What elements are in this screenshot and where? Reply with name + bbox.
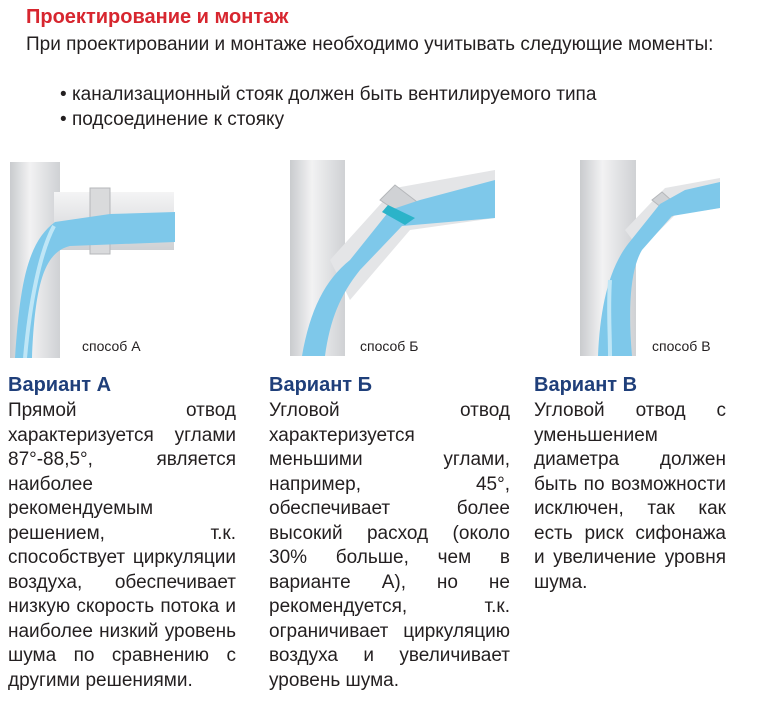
- variant-c: [534, 374, 726, 595]
- variant-c-heading: Вариант В: [534, 374, 638, 396]
- requirements-list: [60, 82, 596, 132]
- figure-caption: способ В: [652, 338, 711, 354]
- variant-b-text: Угловой отвод характеризуется меньшими углами, например, 45°, обеспечивает более высокий расход (около 30% больше, чем в варианте А), но не рекомендуется, т.к. ограничивает циркуляцию воздуха и увеличивает уровень шума.: [269, 400, 510, 691]
- pipe-reduced-branch-illustration: [580, 160, 730, 356]
- page-title: Проектирование и монтаж: [26, 6, 289, 28]
- variant-a-text: Прямой отвод характеризуется углами 87°-88,5°, является наиболее рекомендуемым решением, т.к. способствует циркуляции воздуха, обеспечивает низкую скорость потока и наиболее низкий уровень шума по сравнению с другими решениями.: [8, 400, 236, 691]
- figure-method-b: [290, 160, 505, 356]
- pipe-angled-branch-illustration: [290, 160, 505, 356]
- variant-b: [269, 374, 510, 693]
- variant-b-heading: Вариант Б: [269, 374, 373, 396]
- figure-caption: способ Б: [360, 338, 419, 354]
- figure-caption: способ А: [82, 338, 141, 354]
- variant-a: [8, 374, 236, 693]
- variant-c-text: Угловой отвод с уменьшением диаметра должен быть по возможности исключен, так как есть риск сифонажа и увеличение уровня шума.: [534, 400, 726, 593]
- pipe-straight-branch-illustration: [10, 162, 190, 358]
- figure-method-c: [580, 160, 730, 356]
- variant-a-heading: Вариант А: [8, 374, 112, 396]
- intro-text: При проектировании и монтаже необходимо учитывать следующие моменты:: [26, 34, 714, 55]
- figure-method-a: [10, 162, 190, 358]
- list-item: • канализационный стояк должен быть вентилируемого типа: [60, 82, 596, 107]
- list-item: • подсоединение к стояку: [60, 107, 596, 132]
